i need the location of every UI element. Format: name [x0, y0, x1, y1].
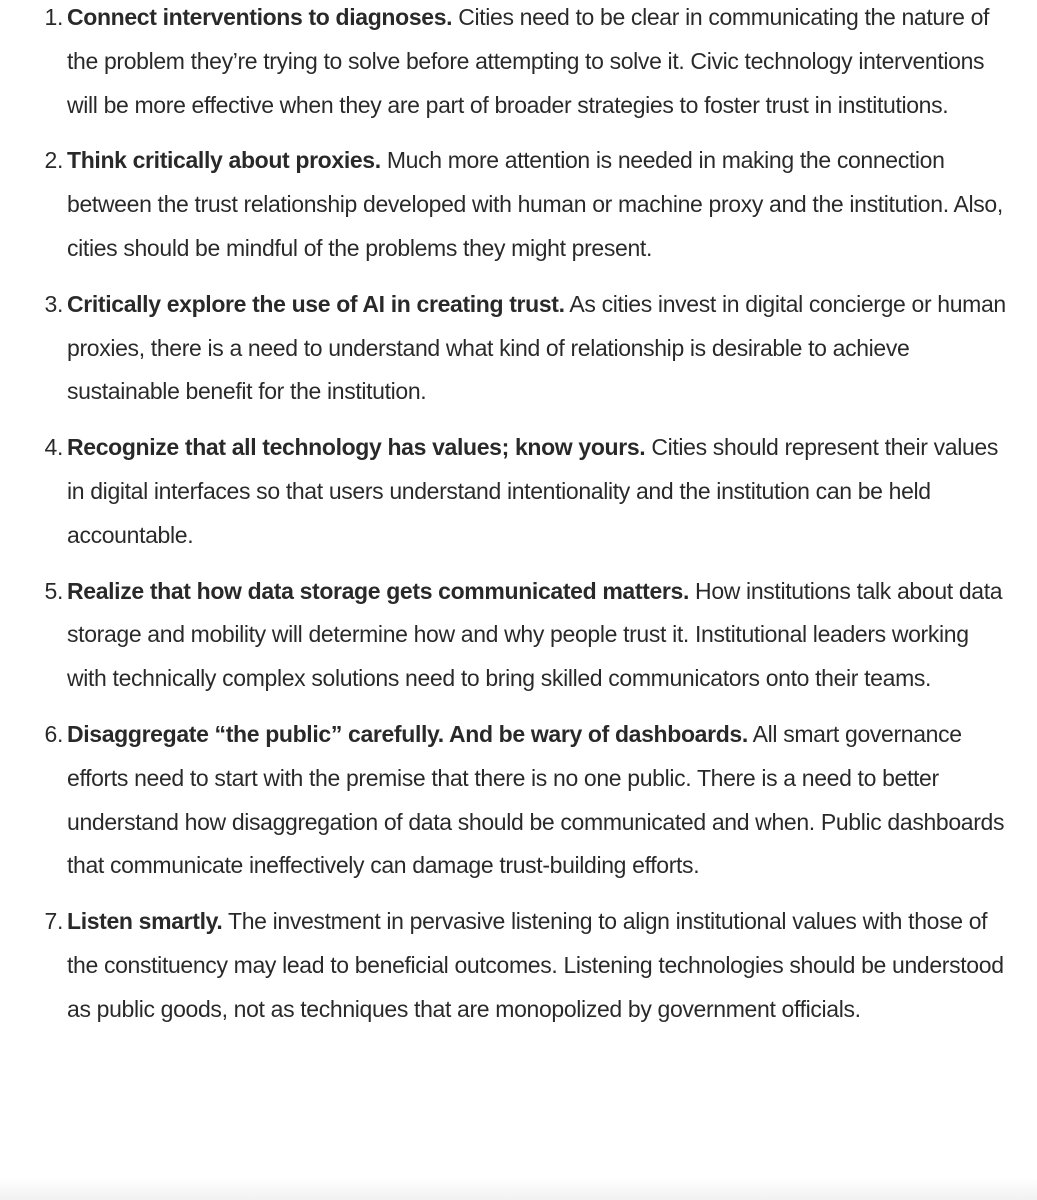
list-item-title: Disaggregate “the public” carefully. And be wary of dashboards. — [67, 720, 748, 747]
list-item — [0, 900, 1037, 1031]
list-item-number: 3. — [44, 290, 63, 317]
bottom-fade-overlay — [0, 1178, 1037, 1200]
list-item-body: As cities invest in digital concierge or human proxies, there is a need to understand what kind of relationship is desirable to achieve sustainable benefit for the institution. — [67, 290, 1006, 405]
list-item-number: 1. — [44, 4, 63, 30]
list-item-number: 6. — [44, 720, 63, 747]
list-item-title: Think critically about proxies. — [67, 147, 381, 174]
list-item-number: 5. — [44, 577, 63, 604]
list-item-title: Recognize that all technology has values; know yours. — [67, 434, 646, 461]
list-item-body: Cities should represent their values in digital interfaces so that users understand intentionality and the institution can be held accountable. — [67, 434, 998, 548]
list-item-number: 4. — [44, 434, 63, 461]
list-item — [0, 139, 1037, 270]
list-item-title: Listen smartly. — [67, 908, 223, 935]
list-item-number: 2. — [44, 147, 63, 174]
list-item-body: All smart governance efforts need to start with the premise that there is no one public. There is a need to better understand how disaggregation of data should be communicated and when. Public dashboards that communicate ineffectively can damage trust-building efforts. — [67, 720, 1005, 879]
list-item-body: The investment in pervasive listening to align institutional values with those of the constituency may lead to beneficial outcomes. Listening technologies should be understood as public goods, not as techniques that are monopolized by government officials. — [67, 908, 1004, 1022]
list-item-title: Critically explore the use of AI in creating trust. — [67, 290, 565, 317]
list-item-title: Realize that how data storage gets communicated matters. — [67, 577, 690, 604]
list-item — [0, 713, 1037, 888]
list-item-body: Cities need to be clear in communicating the nature of the problem they’re trying to solve before attempting to solve it. Civic technology interventions will be more effective when they are part of broader strategies to foster trust in institutions. — [67, 4, 990, 118]
list-item-body: How institutions talk about data storage and mobility will determine how and why people trust it. Institutional leaders working with technically complex solutions need to bring skilled communicators onto their teams. — [67, 577, 1003, 692]
list-item-body: Much more attention is needed in making the connection between the trust relationship developed with human or machine proxy and the institution. Also, cities should be mindful of the problems they might present. — [67, 147, 1003, 261]
list-item — [0, 426, 1037, 557]
list-item-title: Connect interventions to diagnoses. — [67, 4, 453, 30]
list-item — [0, 283, 1037, 414]
list-item — [0, 0, 1037, 127]
list-item — [0, 570, 1037, 701]
list-item-number: 7. — [44, 908, 63, 935]
